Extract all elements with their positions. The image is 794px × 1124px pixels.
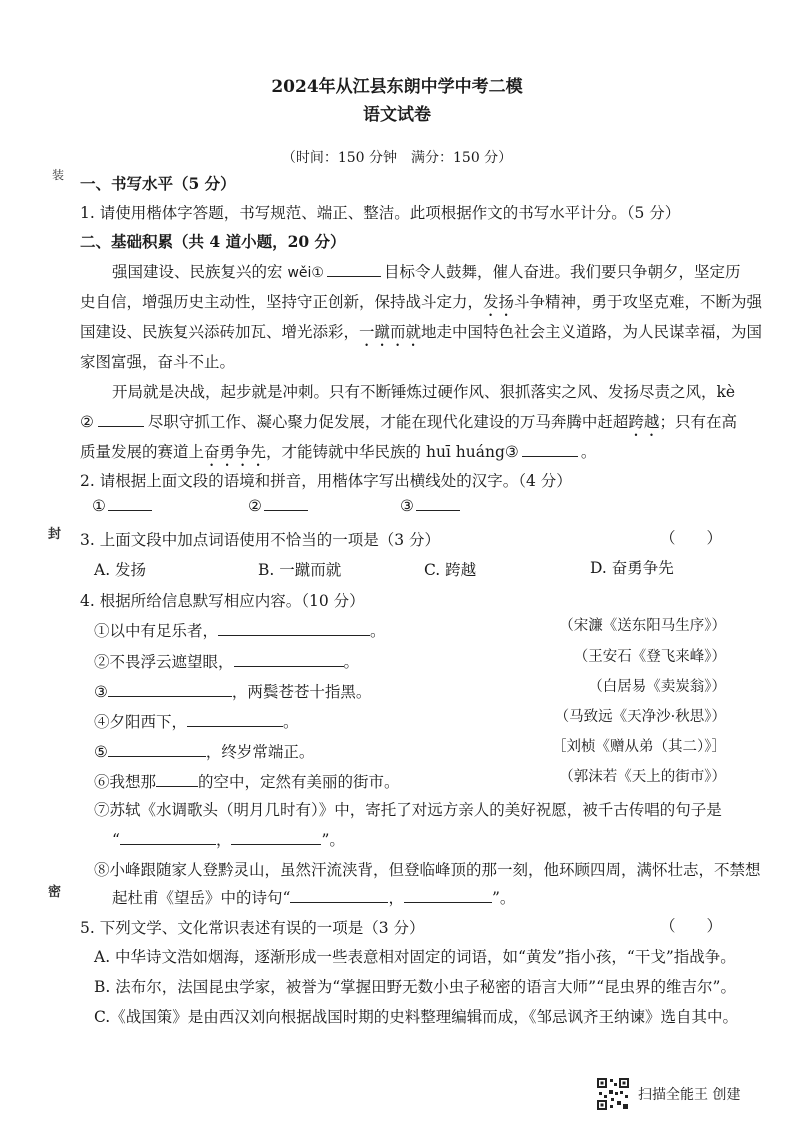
dotted-word-kuayue: 跨越 — [628, 413, 660, 431]
q4-item-7-line2 — [112, 828, 345, 850]
fill-blank[interactable] — [120, 843, 216, 845]
text: ”。 — [321, 831, 345, 849]
blank-2[interactable] — [98, 425, 144, 427]
dotted-word-fayang: 发扬 — [483, 293, 515, 311]
label: ③ — [400, 497, 414, 515]
fill-blank[interactable] — [404, 901, 492, 903]
q4-source-1: （宋濂《送东阳马生序》） — [559, 618, 726, 634]
question-1: 1. 请使用楷体字答题，书写规范、端正、整洁。此项根据作文的书写水平计分。（5 分） — [80, 204, 681, 222]
section1-heading: 一、书写水平（5 分） — [80, 174, 236, 193]
label: ① — [92, 497, 106, 515]
answer-blank-1[interactable] — [92, 497, 152, 515]
section2-heading: 二、基础积累（共 4 道小题，20 分） — [80, 232, 346, 251]
fill-blank[interactable] — [108, 755, 206, 757]
q4-item-1 — [94, 619, 386, 641]
text: ， — [388, 889, 404, 907]
q5-option-a[interactable]: A. 中华诗文浩如烟海，逐渐形成一些表意相对固定的词语，如“黄发”指小孩，“干戈”指战争。 — [94, 948, 736, 966]
question-3: 3. 上面文段中加点词语使用不恰当的一项是（3 分） — [80, 531, 441, 549]
q4-item-6 — [94, 770, 400, 792]
passage2-line2 — [80, 410, 737, 440]
text: ⑤ — [94, 743, 108, 761]
q5-option-b[interactable]: B. 法布尔，法国昆虫学家，被誉为“掌握田野无数小虫子秘密的语言大师”“昆虫界的维吉尔”。 — [94, 978, 736, 996]
text: 。 — [370, 622, 386, 640]
text: ，终岁常端正。 — [205, 743, 315, 761]
text: 国建设、民族复兴添砖加瓦、增光添彩， — [80, 323, 360, 341]
text: 质量发展的赛道上 — [80, 443, 205, 461]
text: 强国建设、民族复兴的宏 — [112, 263, 288, 281]
q4-source-6: （郭沫若《天上的街市》） — [559, 769, 726, 785]
scanner-brand: 扫描全能王 创建 — [638, 1087, 741, 1103]
fill-blank[interactable] — [290, 901, 388, 903]
q4-item-8-line2 — [112, 886, 515, 908]
fill-blank[interactable] — [108, 695, 232, 697]
q4-item-8-line1: ⑧小峰跟随家人登黔灵山，虽然汗流浃背，但登临峰顶的那一刻，他环顾四周，满怀壮志，不禁想 — [94, 861, 761, 879]
answer-line-2[interactable] — [264, 509, 308, 511]
text: 。 — [343, 653, 360, 671]
passage1-line4: 家图富强，奋斗不止。 — [80, 353, 236, 371]
text: “ — [112, 831, 120, 849]
text: ，才能铸就中华民族的 huī huáng③ — [266, 443, 519, 461]
option-c[interactable]: C. 跨越 — [424, 561, 477, 579]
text: ② — [80, 413, 94, 431]
text: ⑥我想那 — [94, 773, 157, 791]
option-b[interactable]: B. 一蹴而就 — [258, 561, 342, 579]
question-4: 4. 根据所给信息默写相应内容。（10 分） — [80, 592, 365, 610]
q4-item-3 — [94, 680, 371, 702]
fill-blank[interactable] — [231, 843, 321, 845]
label: ② — [248, 497, 262, 515]
time-info: （时间：150 分钟 满分：150 分） — [281, 150, 513, 166]
side-mark-bottom: 密 — [48, 885, 62, 900]
fill-blank[interactable] — [234, 665, 344, 667]
q4-source-2: （王安石《登飞来峰》） — [573, 649, 726, 665]
text: ①以中有足乐者， — [94, 622, 219, 640]
passage2-line1: 开局就是决战，起步就是冲刺。只有不断锤炼过硬作风、狠抓落实之风、发扬尽责之风，kè — [112, 383, 736, 401]
text: 目标令人鼓舞，催人奋进。我们要只争朝夕，坚定历 — [383, 263, 741, 281]
fill-blank[interactable] — [218, 634, 370, 636]
page-subtitle: 语文试卷 — [363, 105, 431, 125]
q5-option-c[interactable]: C.《战国策》是由西汉刘向根据战国时期的史料整理编辑而成，《邹忌讽齐王纳谏》选自其中。 — [94, 1008, 738, 1026]
text: 地走中国特色社会主义道路，为人民谋幸福，为国 — [421, 323, 763, 341]
passage1-line3 — [80, 320, 762, 350]
text: 的空中，定然有美丽的街市。 — [198, 773, 400, 791]
text: ”。 — [491, 889, 516, 907]
q4-source-5: ［刘桢《赠从弟（其二）》］ — [552, 739, 726, 755]
blank-1[interactable] — [327, 275, 381, 277]
q4-item-2 — [94, 650, 359, 672]
option-a[interactable]: A. 发扬 — [94, 561, 147, 579]
passage2-line3 — [80, 440, 596, 470]
fill-blank[interactable] — [156, 785, 198, 787]
fill-blank[interactable] — [187, 725, 283, 727]
answer-paren-5[interactable]: （ ） — [660, 917, 723, 935]
question-5: 5. 下列文学、文化常识表述有误的一项是（3 分） — [80, 919, 425, 937]
answer-line-1[interactable] — [108, 509, 152, 511]
text: ③ — [94, 683, 108, 701]
text: ②不畏浮云遮望眼， — [94, 653, 234, 671]
text: 尽职守抓工作、凝心聚力促发展，才能在现代化建设的万马奔腾中赶超 — [147, 413, 629, 431]
answer-line-3[interactable] — [416, 509, 460, 511]
answer-blank-2[interactable] — [248, 497, 308, 515]
text: 起杜甫《望岳》中的诗句“ — [112, 889, 291, 907]
passage1-line1 — [112, 260, 740, 282]
text: 史自信，增强历史主动性，坚持守正创新，保持战斗定力， — [80, 293, 484, 311]
answer-blank-3[interactable] — [400, 497, 460, 515]
passage1-line2 — [80, 290, 762, 320]
q4-source-3: （白居易《卖炭翁》） — [588, 679, 726, 695]
question-2: 2. 请根据上面文段的语境和拼音，用楷体字写出横线处的汉字。（4 分） — [80, 472, 572, 490]
q4-item-5 — [94, 740, 314, 762]
text: ，两鬓苍苍十指黑。 — [231, 683, 372, 701]
blank-3[interactable] — [522, 455, 578, 457]
dotted-word-yicu: 一蹴而就 — [359, 323, 422, 341]
side-mark-mid: 封 — [48, 527, 62, 542]
q4-item-4 — [94, 710, 299, 732]
answer-paren-3[interactable]: （ ） — [660, 529, 723, 547]
q4-item-7-line1: ⑦苏轼《水调歌头（明月几时有）》中，寄托了对远方亲人的美好祝愿，被千古传唱的句子是 — [94, 801, 722, 819]
pinyin-blank-1-label: wěi① — [287, 265, 324, 281]
option-d[interactable]: D. 奋勇争先 — [590, 559, 674, 577]
qr-code-icon — [596, 1077, 630, 1111]
q4-source-4: （马致远《天净沙·秋思》） — [554, 709, 726, 725]
page-title: 2024年从江县东朗中学中考二模 — [271, 77, 523, 97]
text: 。 — [580, 443, 597, 461]
text: ④夕阳西下， — [94, 713, 188, 731]
text: 斗争精神，勇于攻坚克难，不断为强 — [514, 293, 763, 311]
text: 。 — [283, 713, 299, 731]
side-mark-top: 装 — [52, 168, 65, 182]
dotted-word-fenyong: 奋勇争先 — [204, 443, 267, 461]
text: ， — [215, 831, 232, 849]
text: ；只有在高 — [659, 413, 737, 431]
